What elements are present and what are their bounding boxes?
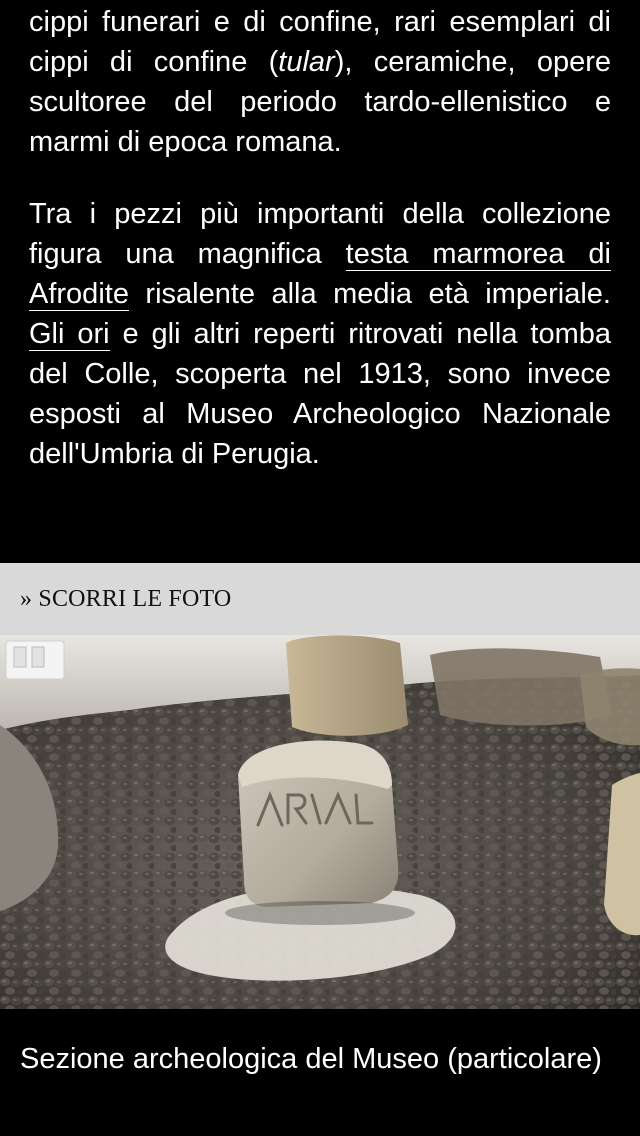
paragraph-text: risalente alla media età imperiale. <box>128 278 611 310</box>
gallery-label: » SCORRI LE FOTO <box>20 585 232 612</box>
photo-caption: Sezione archeologica del Museo (particolare) <box>20 1043 602 1075</box>
paragraph-text: e gli altri reperti ritrovati nella tomba del Colle, scoperta nel 1913, sono invece esposti al Museo Archeologico Nazionale dell'Umbria di Perugia. <box>29 318 611 470</box>
paragraph-text: Tra i pezzi più importanti della collezione figura una magnifica <box>29 198 611 270</box>
article-body <box>0 0 640 563</box>
gallery-photo[interactable] <box>0 635 640 1009</box>
photo-image <box>0 635 640 1009</box>
link-gli-ori[interactable]: Gli ori <box>29 318 110 350</box>
italic-term-tular: tular <box>278 46 335 78</box>
photo-gallery-button[interactable] <box>0 563 640 635</box>
paragraph-text: ), ceramiche, opere scultoree del periodo tardo-ellenistico e marmi di epoca romana. <box>29 46 612 158</box>
paragraph-text: cippi funerari e di confine, rari esemplari di cippi di confine ( <box>29 6 611 78</box>
article-paragraph-2 <box>29 194 611 474</box>
link-testa-afrodite[interactable]: testa marmorea di Afrodite <box>29 238 612 310</box>
article-paragraph-1 <box>29 2 611 162</box>
